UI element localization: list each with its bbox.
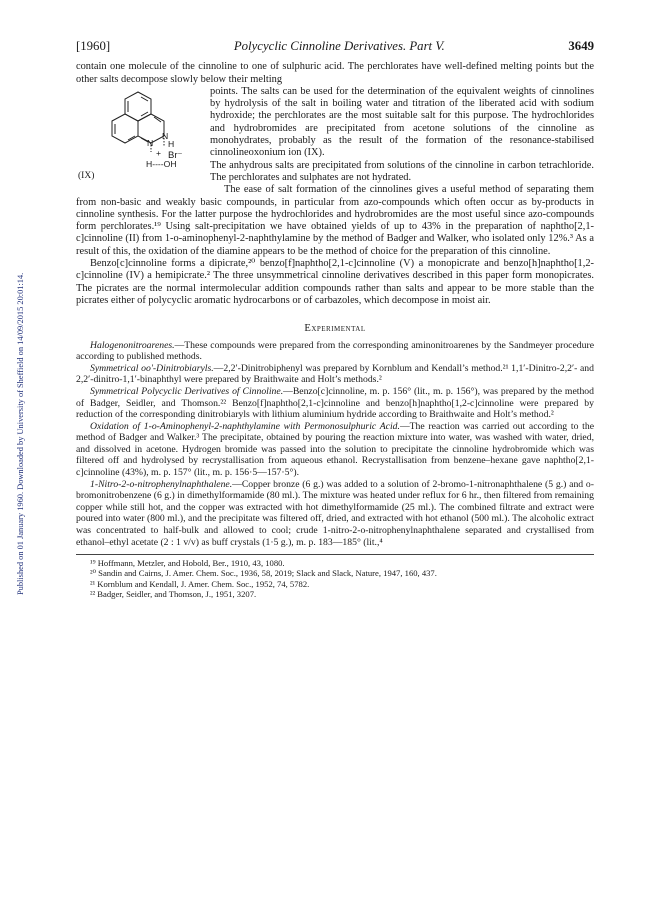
- exp-text: —Benzo[c]cinnoline, m. p. 156° (lit., m. p. 156°), was prepared by the method of Badger, Seidler, and Thomson.²² Benzo[f]naphtho[2,1-c]cinnoline and benzo[h]naphtho[1,2-c]cinnoline were prepared by reduction of the corresponding dinitrobiaryls with lithium aluminium hydride according to Braithwaite and Holt’s method.²: [76, 385, 594, 421]
- atom-oh: H‑‑‑‑OH: [146, 158, 177, 169]
- exp-lead: Oxidation of 1-o-Aminophenyl-2-naphthylamine with Permonosulphuric Acid.: [90, 420, 400, 432]
- footnote: ²² Badger, Seidler, and Thomson, J., 1951, 3207.: [90, 588, 257, 599]
- download-watermark-text: Published on 01 January 1960. Downloaded by University of Sheffield on 14/09/2015 20:01:14.: [16, 272, 25, 595]
- exp-paragraph: [76, 363, 594, 386]
- atom-h: H: [168, 138, 175, 149]
- bromide-anion: Br⁻: [168, 149, 183, 161]
- exp-text: —Copper bronze (6 g.) was added to a solution of 2-bromo-1-nitronaphthalene (5 g.) and o-bromonitrobenzene (6 g.) in dimethylformamide (80 ml.). The mixture was heated under reflux for 6 hr., then filtered from remaining copper while still hot, and the copper was extracted with hot dimethylformamide (25 ml.). The combined filtrate and extract were poured into water (800 ml.), and the precipitate was filtered off, dried, and extracted with hot ethanol (500 ml.). The alcoholic extract was concentrated to half-bulk and allowed to cool; crude 1-nitro-2-o-nitrophenylnaphthalene separated and crystallised from ethanol–ethyl acetate (2 : 1 v/v) as buff crystals (1·5 g.), m. p. 183—185° (lit.,⁴: [76, 478, 594, 548]
- exp-paragraph: [76, 340, 594, 363]
- journal-page: [76, 40, 594, 599]
- header-year: [1960]: [76, 39, 111, 53]
- experimental-heading: Experimental: [304, 323, 366, 335]
- benzene-ring-left: [112, 114, 138, 143]
- paragraph-picrates: Benzo[c]cinnoline forms a dipicrate,²⁰ benzo[f]naphtho[2,1-c]cinnoline (V) a monopicrate and benzo[h]naphtho[1,2-c]cinnoline (IV) a hemipicrate.² The three unsymmetrical cinnoline derivatives described in this paper form monopicrates. The picrates are the normal intermolecular addition compounds rather than salts and appear to be more stable than the picrates either of polycyclic aromatic hydrocarbons or of carbazoles, which decompose in moist air.: [76, 258, 594, 306]
- header-title: Polycyclic Cinnoline Derivatives. Part V.: [233, 39, 445, 53]
- exp-lead: Symmetrical Polycyclic Derivatives of Cinnoline.: [90, 385, 284, 397]
- atom-plus: +: [156, 147, 162, 158]
- exp-text: —2,2′-Dinitrobiphenyl was prepared by Kornblum and Kendall’s method.²¹ 1,1′-Dinitro-2,2′- and 2,2′-dinitro-1,1′-binaphthyl were prepared by Braithwaite and Holt’s methods.²: [76, 362, 594, 386]
- running-header: [76, 40, 594, 52]
- exp-lead: 1-Nitro-2-o-nitrophenylnaphthalene.: [90, 478, 233, 490]
- exp-lead: Halogenonitroarenes.: [90, 339, 175, 351]
- paragraph-salts-intro: contain one molecule of the cinnoline to one of sulphuric acid. The perchlorates have well-defined melting points but the other salts decompose slowly below their melting: [76, 61, 594, 85]
- exp-text: —The reaction was carried out according to the method of Badger and Walker.³ The precipitate, obtained by pouring the reaction mixture into water, was washed with water, dried, and dissolved in acetone. Hydrogen bromide was passed into the solution to precipitate the cinnoline hydrobromide which was filtered off and hydrolysed by recrystallisation from aqueous ethanol. Recrystallisation from benzene–hexane gave naphtho[2,1-c]cinnoline (43%), m. p. 157° (lit., m. p. 156·5—157·5°).: [76, 420, 594, 479]
- experimental-section: [76, 340, 594, 549]
- footnote: ¹⁹ Hoffmann, Metzler, and Hobold, Ber., 1910, 43, 1080.: [90, 558, 285, 569]
- paragraph-salt-separation: The ease of salt formation of the cinnolines gives a useful method of separating them from non-basic and weakly basic compounds, in particular from azo-compounds which often occur as by-products in cinnoline synthesis. For the latter purpose the hydrochlorides and hydrobromides are the most useful since azo-compounds form perchlorates.¹⁹ Using salt-precipitation we have obtained yields of up to 43% in the preparation of naphtho[2,1-c]cinnoline (II) from 1-o-aminophenyl-2-naphthylamine by the method of Badger and Walker, who isolated only 12%.³ As a result of this, the oxidation of the diamine appears to be the method of choice for the preparation of this cinnoline.: [76, 184, 594, 257]
- exp-paragraph: [76, 421, 594, 479]
- structure-label: (IX): [78, 170, 95, 181]
- exp-paragraph: [76, 479, 594, 549]
- download-watermark: [2, 150, 25, 595]
- footnote: ²⁰ Sandin and Cairns, J. Amer. Chem. Soc., 1936, 58, 2019; Slack and Slack, Nature, 1947, 160, 437.: [90, 568, 437, 579]
- exp-text: —These compounds were prepared from the corresponding aminonitroarenes by the Sandmeyer procedure according to published methods.: [76, 339, 594, 363]
- footnotes: [76, 554, 594, 599]
- paragraph-salts-wrap: points. The salts can be used for the determination of the equivalent weights of cinnolines by hydrolysis of the salt in boiling water and titration of the liberated acid with sodium hydroxide; the perchlorates are the most suitable salt for this purpose. The hydrochlorides and hydrobromides are precipitated from acetone solutions of the cinnoline as monohydrates, probably as the result of the formation of the resonance-stabilised cinnolineoxonium ion (IX).: [210, 85, 594, 159]
- structure-drawing: [76, 86, 206, 186]
- exp-lead: Symmetrical oo′-Dinitrobiaryls.: [90, 362, 214, 374]
- header-page-number: 3649: [568, 39, 594, 53]
- atom-n2: N: [162, 130, 169, 141]
- cinnolineoxonium-structure: [76, 86, 206, 186]
- footnote: ²¹ Kornblum and Kendall, J. Amer. Chem. Soc., 1952, 74, 5782.: [90, 578, 310, 589]
- paragraph-salts-end: The anhydrous salts are precipitated from solutions of the cinnoline in carbon tetrachloride. The perchlorates and sulphates are not hydrated.: [210, 159, 594, 183]
- atom-n1: N: [147, 137, 154, 148]
- exp-paragraph: [76, 386, 594, 421]
